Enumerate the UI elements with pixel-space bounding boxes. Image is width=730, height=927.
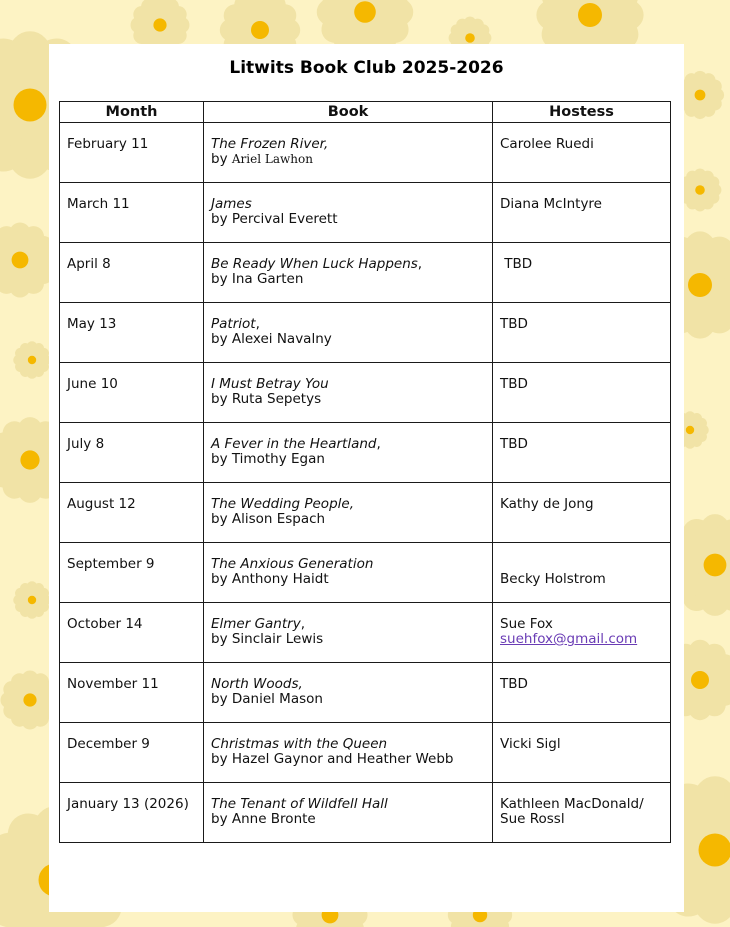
table-row xyxy=(60,123,671,183)
book-cell xyxy=(204,423,493,483)
month-cell: September 9 xyxy=(60,543,204,603)
hostess-name-second: Sue Rossl xyxy=(500,811,565,827)
table-row xyxy=(60,483,671,543)
book-author: by Ruta Sepetys xyxy=(211,391,322,407)
book-cell xyxy=(204,603,493,663)
book-author-prefix: by xyxy=(211,151,232,167)
book-cell xyxy=(204,723,493,783)
month-cell: April 8 xyxy=(60,243,204,303)
book-author-line xyxy=(211,152,485,167)
book-title: I Must Betray You xyxy=(211,376,329,392)
hostess-cell: TBD xyxy=(493,363,671,423)
month-cell: January 13 (2026) xyxy=(60,783,204,843)
table-row xyxy=(60,663,671,723)
book-title: Elmer Gantry xyxy=(211,616,301,632)
hostess-cell: Kathy de Jong xyxy=(493,483,671,543)
month-cell: May 13 xyxy=(60,303,204,363)
book-cell xyxy=(204,123,493,183)
column-header-month: Month xyxy=(60,102,204,123)
book-title: Patriot xyxy=(211,316,256,332)
column-header-book: Book xyxy=(204,102,493,123)
table-row xyxy=(60,723,671,783)
hostess-name: Sue Fox xyxy=(500,616,553,632)
table-row xyxy=(60,303,671,363)
book-title: A Fever in the Heartland xyxy=(211,436,377,452)
month-cell: June 10 xyxy=(60,363,204,423)
book-cell xyxy=(204,183,493,243)
book-cell xyxy=(204,483,493,543)
book-title: The Wedding People, xyxy=(211,496,354,512)
month-cell: March 11 xyxy=(60,183,204,243)
table-row xyxy=(60,603,671,663)
book-title-suffix: , xyxy=(417,256,423,272)
book-title: Be Ready When Luck Happens xyxy=(211,256,418,272)
book-title-suffix: , xyxy=(255,316,260,332)
hostess-cell xyxy=(493,783,671,843)
book-title: The Frozen River, xyxy=(211,136,329,152)
month-cell: October 14 xyxy=(60,603,204,663)
book-title: North Woods, xyxy=(211,676,303,692)
month-cell: July 8 xyxy=(60,423,204,483)
table-row xyxy=(60,363,671,423)
hostess-cell: TBD xyxy=(493,303,671,363)
month-cell: November 11 xyxy=(60,663,204,723)
hostess-cell: Carolee Ruedi xyxy=(493,123,671,183)
hostess-email-link[interactable]: suehfox@gmail.com xyxy=(500,631,638,647)
month-cell: February 11 xyxy=(60,123,204,183)
book-title-suffix: , xyxy=(300,616,305,632)
hostess-name: Kathleen MacDonald/ xyxy=(500,796,644,812)
hostess-name: Becky Holstrom xyxy=(500,571,606,587)
book-title-line xyxy=(211,317,485,332)
book-cell xyxy=(204,243,493,303)
table-row xyxy=(60,243,671,303)
book-cell xyxy=(204,543,493,603)
table-row xyxy=(60,423,671,483)
book-title: Christmas with the Queen xyxy=(211,736,388,752)
book-author: by Percival Everett xyxy=(211,211,338,227)
month-cell: December 9 xyxy=(60,723,204,783)
hostess-cell: TBD xyxy=(493,423,671,483)
month-cell: August 12 xyxy=(60,483,204,543)
book-author: by Anne Bronte xyxy=(211,811,316,827)
column-header-hostess: Hostess xyxy=(493,102,671,123)
page-title: Litwits Book Club 2025-2026 xyxy=(229,58,504,78)
book-cell xyxy=(204,303,493,363)
table-row xyxy=(60,543,671,603)
schedule-card xyxy=(49,44,684,912)
book-author: by Timothy Egan xyxy=(211,451,325,467)
hostess-cell: Diana McIntyre xyxy=(493,183,671,243)
book-author: Ariel Lawhon xyxy=(231,152,313,166)
table-row xyxy=(60,183,671,243)
hostess-cell: Vicki Sigl xyxy=(493,723,671,783)
book-author: by Ina Garten xyxy=(211,271,304,287)
table-header-row xyxy=(60,102,671,123)
book-title: James xyxy=(211,196,252,212)
book-cell xyxy=(204,783,493,843)
book-title-line xyxy=(211,437,485,452)
book-title-suffix: , xyxy=(376,436,381,452)
schedule-table xyxy=(59,101,671,843)
book-author: by Alexei Navalny xyxy=(211,331,332,347)
book-author: by Alison Espach xyxy=(211,511,326,527)
table-row xyxy=(60,783,671,843)
book-title: The Anxious Generation xyxy=(211,556,374,572)
book-author: by Hazel Gaynor and Heather Webb xyxy=(211,751,454,767)
book-author: by Anthony Haidt xyxy=(211,571,329,587)
book-title-line xyxy=(211,617,485,632)
hostess-cell: TBD xyxy=(493,243,671,303)
book-title: The Tenant of Wildfell Hall xyxy=(211,796,388,812)
hostess-cell: TBD xyxy=(493,663,671,723)
hostess-cell xyxy=(493,603,671,663)
book-author: by Daniel Mason xyxy=(211,691,323,707)
book-cell xyxy=(204,663,493,723)
hostess-cell xyxy=(493,543,671,603)
book-cell xyxy=(204,363,493,423)
book-author: by Sinclair Lewis xyxy=(211,631,324,647)
book-title-line xyxy=(211,257,485,272)
